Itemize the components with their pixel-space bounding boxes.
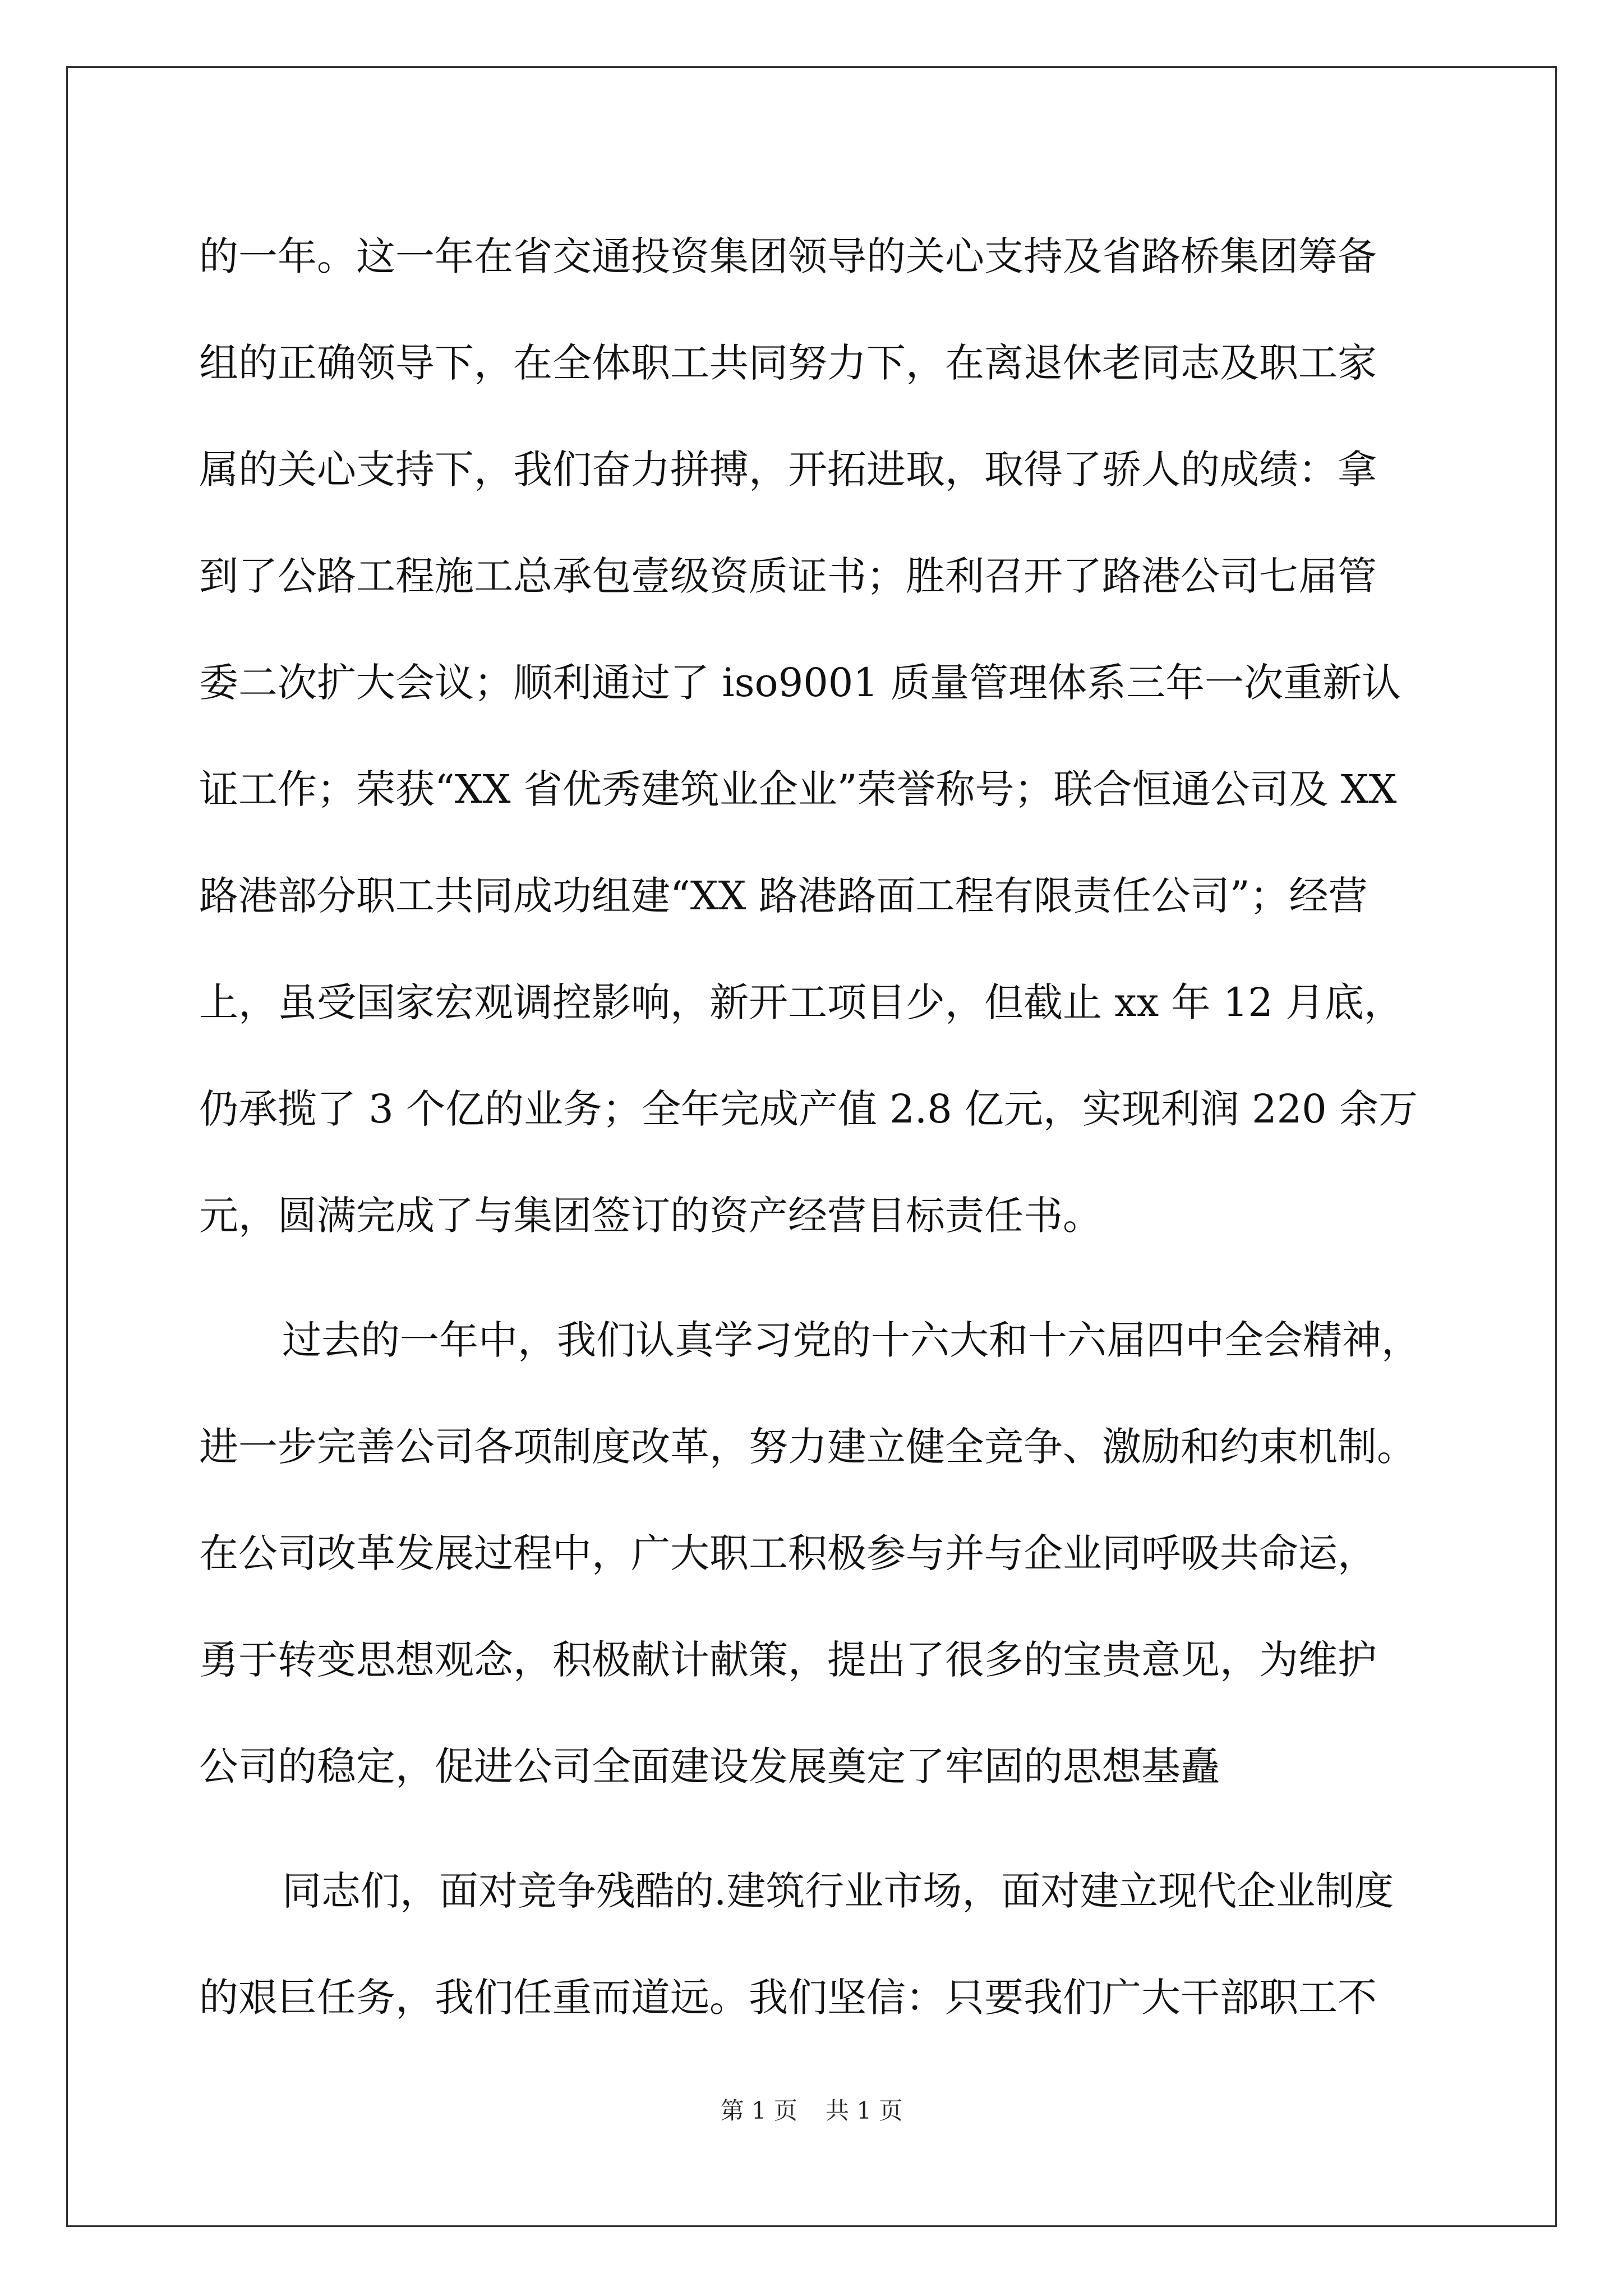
text-line: 的艰巨任务，我们任重而道远。我们坚信：只要我们广大干部职工不 [199, 1975, 1377, 2021]
text-line: 进一步完善公司各项制度改革，努力建立健全竞争、激励和约束机制。 [199, 1424, 1416, 1470]
paragraph [199, 1287, 1427, 1820]
text-line: 路港部分职工共同成功组建“XX 路港路面工程有限责任公司”；经营 [199, 873, 1368, 919]
text-line: 到了公路工程施工总承包壹级资质证书；胜利召开了路港公司七届管 [199, 553, 1377, 599]
page-number: 第 1 页 [720, 2097, 797, 2124]
text-line: 的一年。这一年在省交通投资集团领导的关心支持及省路桥集团筹备 [199, 233, 1377, 279]
page-total: 共 1 页 [826, 2097, 903, 2124]
text-line: 委二次扩大会议；顺利通过了 iso9001 质量管理体系三年一次重新认 [199, 660, 1401, 706]
paragraph [199, 1838, 1427, 2051]
text-line: 公司的稳定，促进公司全面建设发展奠定了牢固的思想基矗 [199, 1743, 1220, 1789]
text-line: 仍承揽了 3 个亿的业务；全年完成产值 2.8 亿元，实现利润 220 余万 [199, 1086, 1418, 1132]
text-line: 证工作；荣获“XX 省优秀建筑业企业”荣誉称号；联合恒通公司及 XX [199, 766, 1397, 812]
text-line: 勇于转变思想观念，积极献计献策，提出了很多的宝贵意见，为维护 [199, 1637, 1377, 1683]
text-line: 元，圆满完成了与集团签订的资产经营目标责任书。 [199, 1193, 1102, 1239]
text-line: 组的正确领导下，在全体职工共同努力下，在离退休老同志及职工家 [199, 340, 1377, 386]
text-line: 同志们，面对竞争残酷的.建筑行业市场，面对建立现代企业制度 [282, 1868, 1394, 1914]
text-line: 属的关心支持下，我们奋力拼搏，开拓进取，取得了骄人的成绩：拿 [199, 447, 1377, 493]
text-line: 在公司改革发展过程中，广大职工积极参与并与企业同呼吸共命运， [199, 1530, 1377, 1576]
paragraph [199, 203, 1427, 1269]
text-line: 过去的一年中，我们认真学习党的十六大和十六届四中全会精神， [282, 1317, 1421, 1363]
page-footer [0, 2092, 1623, 2126]
document-body [199, 203, 1427, 2051]
text-line: 上，虽受国家宏观调控影响，新开工项目少，但截止 xx 年 12 月底， [199, 979, 1404, 1025]
